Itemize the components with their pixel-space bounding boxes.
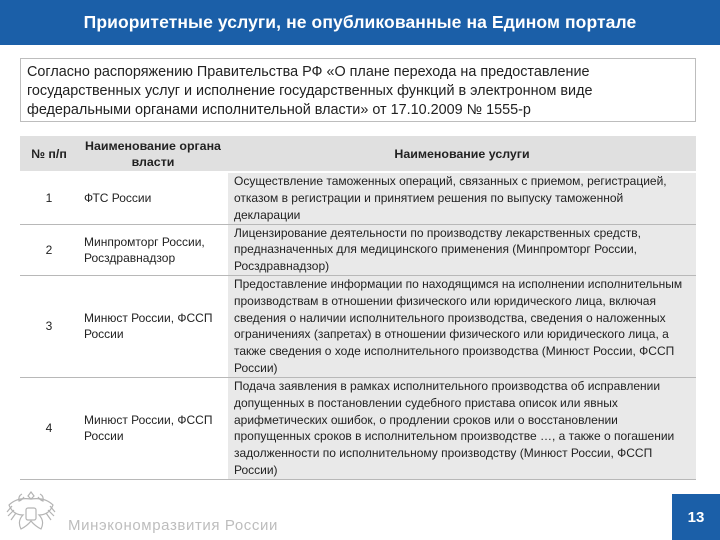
page-number	[672, 494, 720, 540]
page-number-label: 13	[687, 508, 705, 526]
row-num: 3	[20, 275, 78, 377]
table-row	[20, 224, 696, 275]
footer-ministry-name: Минэкономразвития России	[68, 517, 278, 534]
services-table	[20, 136, 696, 480]
row-org: ФТС России	[78, 172, 228, 224]
row-org: Минпромторг России, Росздравнадзор	[78, 224, 228, 275]
row-num: 4	[20, 377, 78, 479]
header-service: Наименование услуги	[228, 136, 696, 172]
row-num: 2	[20, 224, 78, 275]
table-row	[20, 172, 696, 224]
row-service: Подача заявления в рамках исполнительного производства об исправлении допущенных в постановлении судебного пристава описок или явных арифметических ошибок, о продлении сроков или о восстановлении пропущенных сроков в исполнительном производстве …, а также о погашении задолженности по исполнительному производству (Минюст России, ФССП России)	[228, 377, 696, 479]
row-num: 1	[20, 172, 78, 224]
coat-of-arms-icon	[4, 486, 58, 538]
page-title-bar	[0, 0, 720, 45]
header-org: Наименование органа власти	[78, 136, 228, 172]
row-org: Минюст России, ФССП России	[78, 275, 228, 377]
row-service: Предоставление информации по находящимся на исполнении исполнительным производствам в отношении физического или юридического лица, включая сведения о наличии исполнительного производства, сведения о наложенных ограничениях (запретах) в отношении физического или юридического лица, а также сведения о ходе исполнительного производства (Минюст России, ФССП России)	[228, 275, 696, 377]
header-num: № п/п	[20, 136, 78, 172]
table-row	[20, 275, 696, 377]
row-service: Лицензирование деятельности по производству лекарственных средств, предназначенных для медицинского применения (Минпромторг России, Росздравнадзор)	[228, 224, 696, 275]
row-org: Минюст России, ФССП России	[78, 377, 228, 479]
page-title: Приоритетные услуги, не опубликованные на Едином портале	[83, 12, 637, 32]
table-row	[20, 377, 696, 479]
row-service: Осуществление таможенных операций, связанных с приемом, регистрацией, отказом в регистрации и принятием решения по выпуску таможенной декларации	[228, 172, 696, 224]
table-header-row	[20, 136, 696, 172]
intro-box	[20, 58, 696, 122]
intro-text: Согласно распоряжению Правительства РФ «О плане перехода на предоставление государственных услуг и исполнение государственных функций в электронном виде федеральными органами исполнительной власти» от 17.10.2009 № 1555-р	[27, 64, 593, 118]
